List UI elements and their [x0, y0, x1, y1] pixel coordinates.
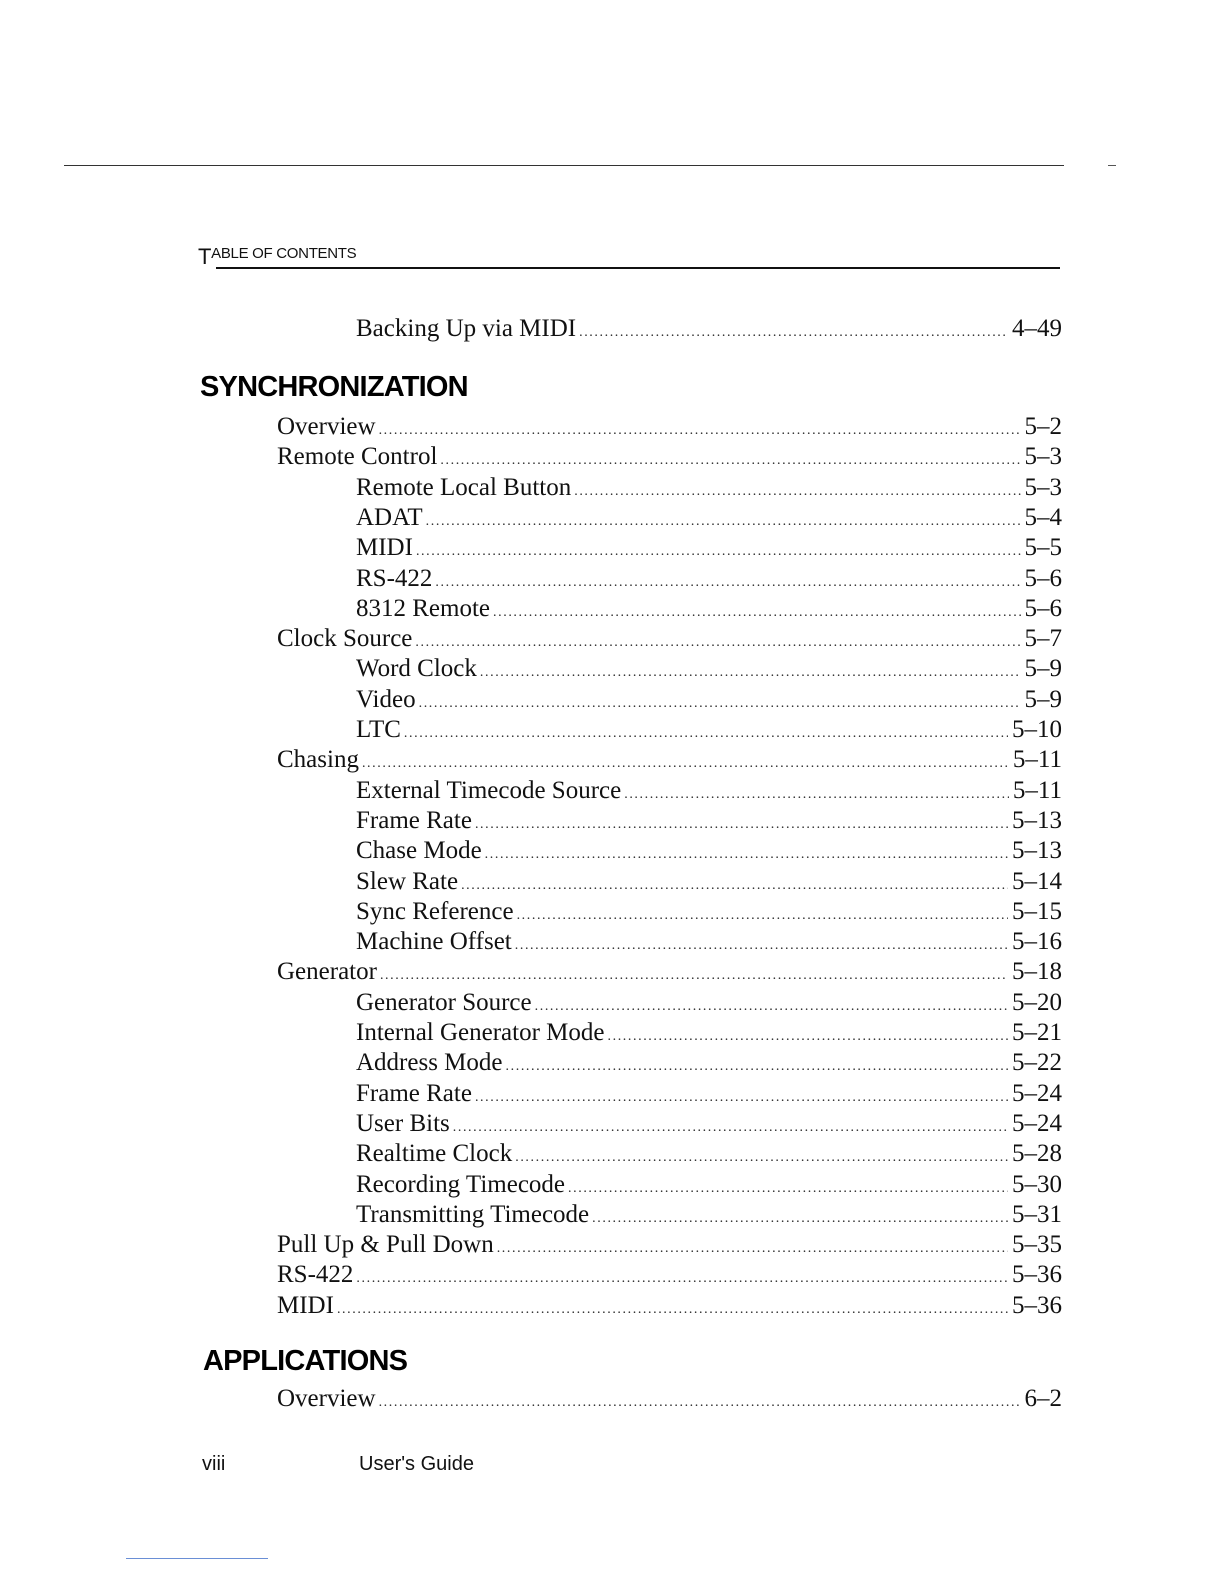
toc-entry-title: Clock Source	[277, 625, 413, 653]
toc-entry-title: Frame Rate	[356, 806, 472, 834]
toc-entry[interactable]	[356, 836, 1062, 866]
toc-entry[interactable]	[356, 1170, 1062, 1200]
toc-entry-title: Remote Control	[277, 443, 438, 471]
toc-entry-page: 5–11	[1012, 776, 1062, 804]
toc-entry[interactable]	[356, 503, 1062, 533]
toc-entry-title: Backing Up via MIDI	[356, 315, 577, 342]
toc-entry-title: Generator Source	[356, 988, 532, 1016]
toc-entry-title: External Timecode Source	[356, 776, 622, 804]
toc-entry-title: Address Mode	[356, 1049, 503, 1077]
footer-page-number: viii	[202, 1453, 226, 1475]
toc-entry[interactable]	[356, 654, 1062, 684]
toc-entry-page: 5–21	[1012, 1019, 1062, 1046]
running-header	[198, 238, 357, 269]
toc-entry-page: 5–24	[1012, 1109, 1062, 1137]
top-scan-rule-mark	[1108, 165, 1116, 166]
toc-entry[interactable]	[356, 776, 1062, 806]
toc-entry-page: 5–13	[1012, 837, 1062, 865]
toc-entry[interactable]	[356, 594, 1062, 624]
toc-entry-page: 5–31	[1012, 1200, 1062, 1228]
toc-entry-page: 5–15	[1012, 897, 1062, 925]
toc-entry[interactable]	[356, 564, 1062, 594]
toc-entry[interactable]	[356, 473, 1062, 503]
toc-entry-page: 5–9	[1024, 685, 1062, 713]
toc-entry-title: ADAT	[356, 503, 423, 531]
toc-dot-leader	[579, 318, 1008, 348]
toc-entry[interactable]	[356, 1139, 1062, 1169]
toc-entry-page: 5–16	[1012, 928, 1062, 956]
toc-entry-title: LTC	[356, 716, 401, 743]
toc-entry-title: Slew Rate	[356, 867, 459, 895]
toc-entry[interactable]	[277, 1230, 1062, 1260]
toc-entry[interactable]	[356, 1079, 1062, 1109]
toc-entry[interactable]	[356, 685, 1062, 715]
toc-entry-page: 5–11	[1012, 746, 1062, 774]
toc-entry[interactable]	[356, 988, 1062, 1018]
running-header-text: ABLE OF CONTENTS	[211, 245, 357, 262]
toc-entry-page: 5–36	[1012, 1291, 1062, 1319]
toc-entry[interactable]	[277, 412, 1062, 442]
header-rule	[216, 267, 1060, 269]
toc-entry-title: Word Clock	[356, 655, 477, 683]
section-heading: APPLICATIONS	[203, 1345, 408, 1377]
toc-entry[interactable]	[356, 897, 1062, 927]
toc-entry[interactable]	[277, 1260, 1062, 1290]
toc-entry-page: 6–2	[1024, 1385, 1062, 1412]
toc-entry-page: 5–20	[1012, 988, 1062, 1016]
toc-entry[interactable]	[356, 314, 1062, 344]
toc-entry-page: 5–6	[1024, 594, 1062, 622]
toc-entry-title: Chase Mode	[356, 837, 482, 865]
toc-entry-page: 5–35	[1012, 1231, 1062, 1259]
toc-entry-title: Overview	[277, 1385, 376, 1412]
top-scan-rule	[64, 165, 1064, 166]
toc-entry[interactable]	[356, 806, 1062, 836]
toc-entry-page: 5–22	[1012, 1049, 1062, 1077]
toc-dot-leader	[379, 1388, 1021, 1418]
toc-entry-title: Internal Generator Mode	[356, 1019, 605, 1046]
toc-entry[interactable]	[277, 624, 1062, 654]
toc-entry-page: 5–3	[1024, 473, 1062, 501]
toc-entry[interactable]	[356, 715, 1062, 745]
toc-entry-page: 4–49	[1012, 315, 1062, 342]
toc-entry-page: 5–18	[1012, 958, 1062, 986]
toc-entry[interactable]	[356, 1018, 1062, 1048]
toc-entry[interactable]	[356, 1200, 1062, 1230]
toc-entry-page: 5–28	[1012, 1140, 1062, 1168]
toc-entry-title: User Bits	[356, 1109, 450, 1137]
toc-entry-title: Video	[356, 685, 416, 713]
toc-entry-title: Frame Rate	[356, 1079, 472, 1107]
toc-entry[interactable]	[356, 1048, 1062, 1078]
toc-entry[interactable]	[356, 533, 1062, 563]
section-heading: SYNCHRONIZATION	[200, 371, 468, 403]
toc-entry-page: 5–6	[1024, 564, 1062, 592]
toc-entry[interactable]	[277, 957, 1062, 987]
toc-entry-page: 5–5	[1024, 534, 1062, 562]
toc-entry-title: Remote Local Button	[356, 473, 572, 501]
running-header-initial: T	[198, 244, 212, 269]
toc-entry-title: MIDI	[277, 1291, 334, 1319]
toc-entry-title: Realtime Clock	[356, 1140, 513, 1168]
toc-entry-page: 5–3	[1024, 443, 1062, 471]
toc-entry-title: Transmitting Timecode	[356, 1200, 590, 1228]
toc-entry-page: 5–14	[1012, 867, 1062, 895]
toc-entry[interactable]	[356, 1109, 1062, 1139]
toc-entry[interactable]	[277, 442, 1062, 472]
toc-entry[interactable]	[277, 1291, 1062, 1321]
toc-entry-title: RS-422	[277, 1261, 354, 1289]
toc-entry-title: RS-422	[356, 564, 433, 592]
toc-entry-page: 5–36	[1012, 1261, 1062, 1289]
toc-entry-page: 5–9	[1024, 655, 1062, 683]
toc-entry[interactable]	[277, 1384, 1062, 1414]
toc-entry-title: Machine Offset	[356, 928, 512, 956]
toc-entry[interactable]	[277, 745, 1062, 775]
toc-entry-title: 8312 Remote	[356, 594, 491, 622]
toc-entry-page: 5–24	[1012, 1079, 1062, 1107]
bottom-scan-mark	[126, 1558, 268, 1559]
toc-entry[interactable]	[356, 867, 1062, 897]
toc-entry-page: 5–4	[1024, 503, 1062, 531]
toc-entry-page: 5–10	[1012, 716, 1062, 743]
toc-entry-title: MIDI	[356, 534, 413, 562]
toc-entry-title: Overview	[277, 413, 376, 440]
toc-entry-page: 5–2	[1024, 413, 1062, 440]
toc-entry-title: Chasing	[277, 746, 359, 774]
toc-entry[interactable]	[356, 927, 1062, 957]
toc-entry-page: 5–7	[1024, 625, 1062, 653]
footer-book-title: User's Guide	[359, 1453, 474, 1475]
toc-entry-page: 5–30	[1012, 1170, 1062, 1198]
toc-entry-title: Pull Up & Pull Down	[277, 1231, 494, 1259]
toc-entry-title: Sync Reference	[356, 897, 514, 925]
toc-dot-leader	[337, 1295, 1008, 1325]
toc-entry-title: Recording Timecode	[356, 1170, 566, 1198]
toc-entry-page: 5–13	[1012, 806, 1062, 834]
toc-entry-title: Generator	[277, 958, 377, 986]
